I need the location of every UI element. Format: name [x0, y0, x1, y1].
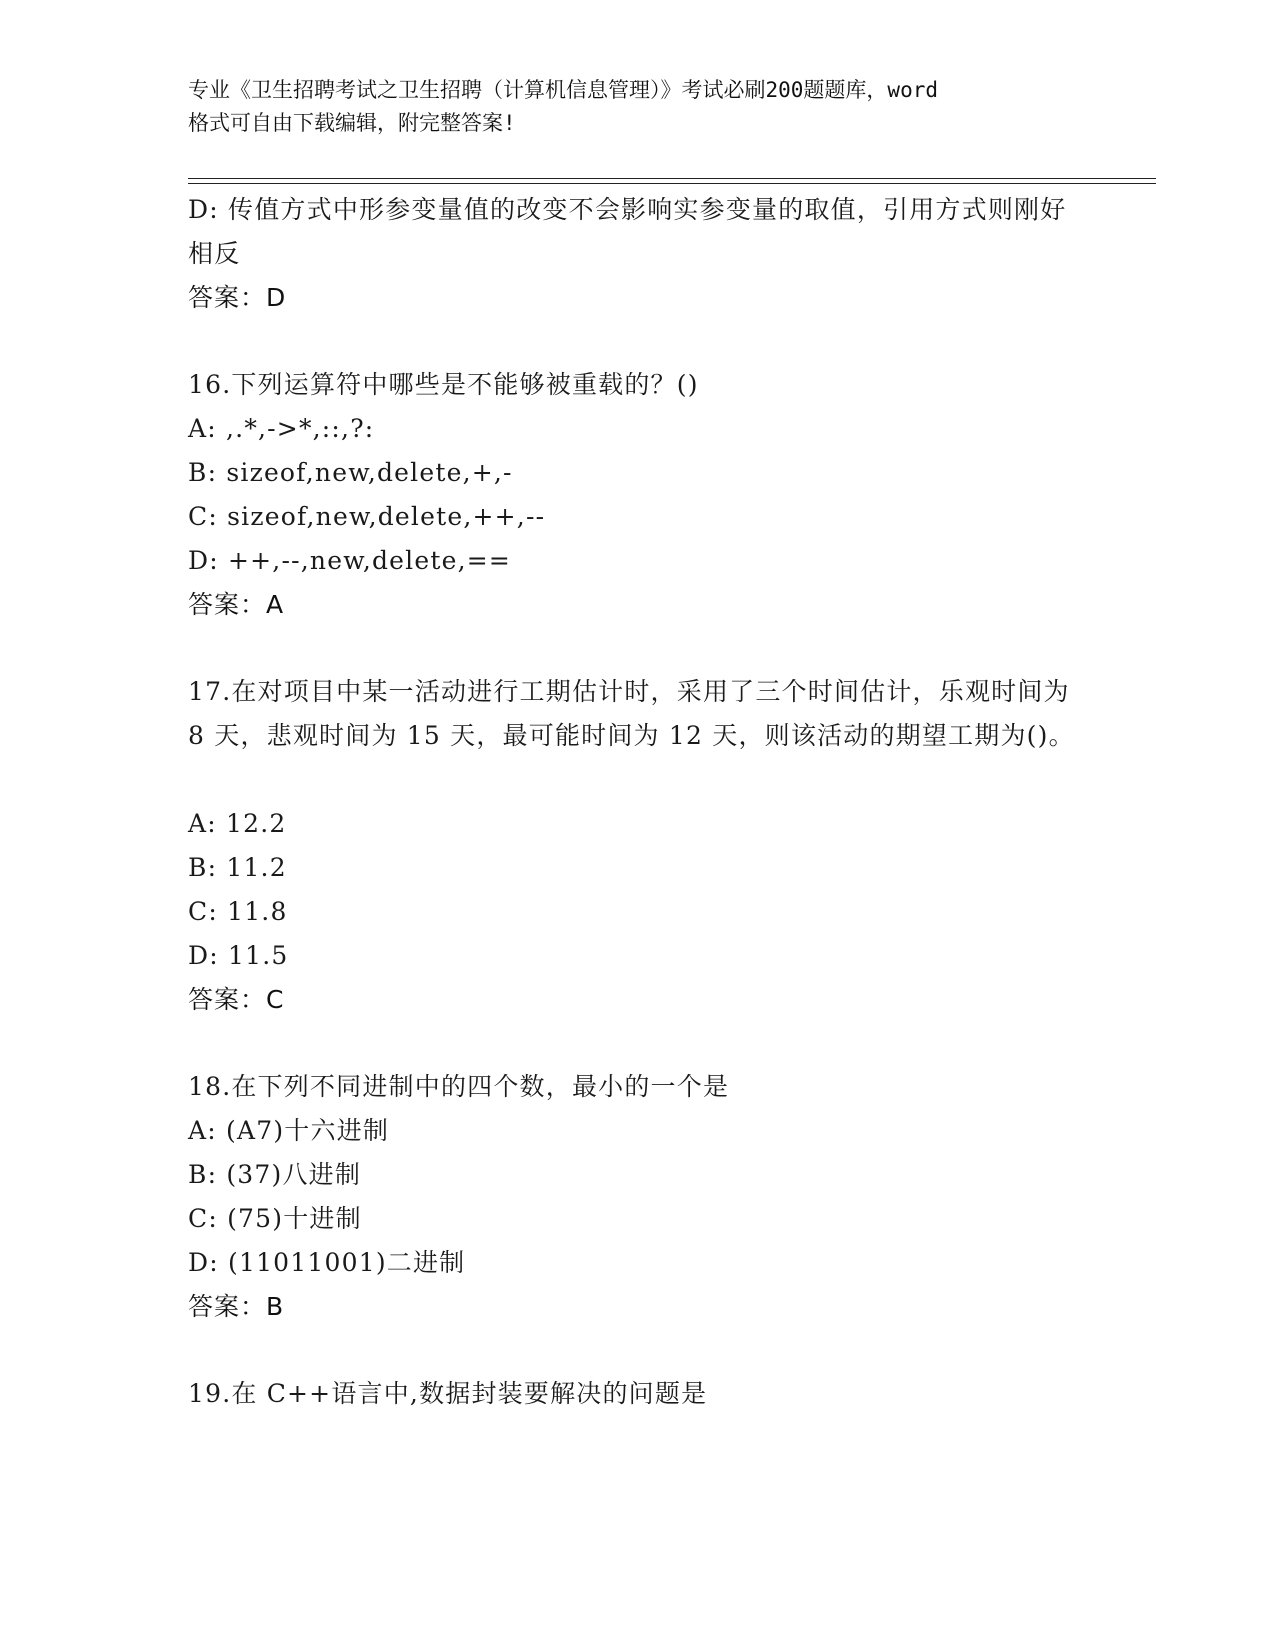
document-header — [188, 74, 1088, 140]
question-17-option-d: D: 11.5 — [188, 941, 289, 970]
header-title-line-2: 格式可自由下载编辑，附完整答案! — [188, 111, 516, 135]
question-16-option-c: C: sizeof,new,delete,++,-- — [188, 502, 546, 531]
question-16-option-a: A: ,.*,->*,::,?: — [188, 414, 375, 443]
question-17-answer: 答案：C — [188, 985, 285, 1014]
question-16-answer: 答案：A — [188, 590, 285, 619]
prev-question-option-d: D: 传值方式中形参变量值的改变不会影响实参变量的取值，引用方式则刚好相反 — [188, 195, 1067, 268]
header-divider-top — [188, 178, 1156, 179]
question-19-stem: 19.在 C++语言中,数据封装要解决的问题是 — [188, 1379, 708, 1408]
question-17-stem: 17.在对项目中某一活动进行工期估计时，采用了三个时间估计，乐观时间为 8 天，悲观时间为 15 天，最可能时间为 12 天，则该活动的期望工期为()。 — [188, 677, 1075, 750]
question-16-option-b: B: sizeof,new,delete,+,- — [188, 458, 513, 487]
question-16-option-d: D: ++,--,new,delete,== — [188, 546, 512, 575]
question-18-option-d: D: (11011001)二进制 — [188, 1248, 466, 1277]
prev-question-answer: 答案：D — [188, 283, 287, 312]
question-18-option-b: B: (37)八进制 — [188, 1160, 362, 1189]
question-16-stem: 16.下列运算符中哪些是不能够被重载的？() — [188, 370, 699, 399]
question-17-option-b: B: 11.2 — [188, 853, 287, 882]
question-17-option-c: C: 11.8 — [188, 897, 288, 926]
header-divider-bottom — [188, 183, 1156, 184]
question-18-stem: 18.在下列不同进制中的四个数，最小的一个是 — [188, 1072, 730, 1101]
question-18-option-a: A: (A7)十六进制 — [188, 1116, 390, 1145]
question-18-answer: 答案：B — [188, 1292, 285, 1321]
question-18-option-c: C: (75)十进制 — [188, 1204, 362, 1233]
header-title-line-1: 专业《卫生招聘考试之卫生招聘（计算机信息管理）》考试必刷200题题库，word — [188, 78, 938, 102]
question-17-option-a: A: 12.2 — [188, 809, 287, 838]
